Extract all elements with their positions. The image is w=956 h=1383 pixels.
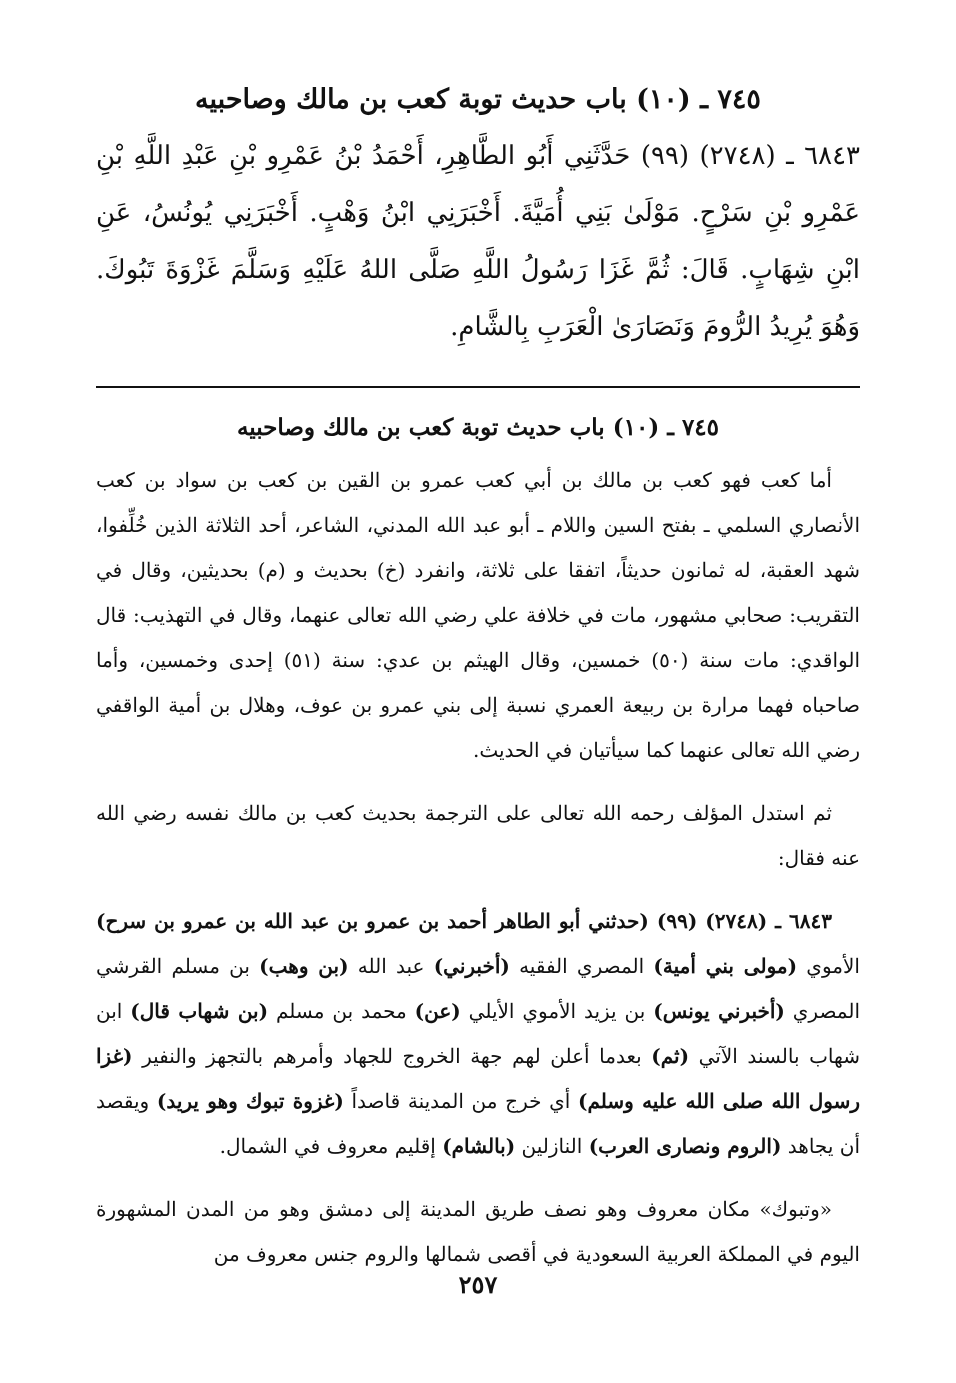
divider-line bbox=[96, 386, 860, 388]
bold-text: ٦٨٤٣ ـ (٢٧٤٨) (٩٩) (حدثني أبو الطاهر أحمد بن عمرو بن عبد الله بن عمرو بن سرح) bbox=[96, 909, 832, 933]
commentary-paragraph-intro: ثم استدل المؤلف رحمه الله تعالى على الترجمة بحديث كعب بن مالك نفسه رضي الله عنه فقال: bbox=[96, 801, 860, 870]
commentary-paragraph-narrator: أما كعب فهو كعب بن مالك بن أبي كعب عمرو بن القين بن كعب بن سواد بن كعب الأنصاري السلمي ـ بفتح السين واللام ـ أبو عبد الله المدني، الشاعر، أحد الثلاثة الذين خُلِّفوا، شهد العقبة، له ثمانون حديثاً، اتفقا على ثلاثة، وانفرد (خ) بحديث و (م) بحديثين، وقال في التقريب: صحابي مشهور، مات في خلافة علي رضي الله تعالى عنهما، وقال في التهذيب: قال الواقدي: مات سنة (٥٠) خمسين، وقال الهيثم بن عدي: سنة (٥١) إحدى وخمسين، وأما صاحباه فهما مرارة بن ربيعة العمري نسبة إلى بني عمرو بن عوف، وهلال بن أمية الواقفي رضي الله تعالى عنهما كما سيأتيان في الحديث. bbox=[96, 468, 860, 762]
bold-text: (بالشام) bbox=[442, 1134, 516, 1158]
plain-text: النازلين bbox=[515, 1134, 589, 1158]
plain-text: إقليم معروف في الشمال. bbox=[219, 1134, 443, 1158]
bold-text: (عن) bbox=[414, 999, 461, 1023]
plain-text: بن يزيد الأموي الأيلي bbox=[460, 999, 654, 1023]
commentary-heading: ٧٤٥ ـ (١٠) باب حديث توبة كعب بن مالك وصاحبيه bbox=[236, 414, 720, 441]
plain-text: محمد بن مسلم bbox=[268, 999, 415, 1023]
plain-text: ابن شهاب بالسند الآتي bbox=[96, 999, 860, 1068]
bold-text: (غزوة تبوك وهو يريد) bbox=[156, 1089, 344, 1113]
bold-text: (أخبرني) bbox=[433, 954, 510, 978]
bold-text: (بن وهب) bbox=[259, 954, 349, 978]
commentary-paragraph-tabuk: «وتبوك» مكان معروف وهو نصف طريق المدينة إلى دمشق وهو من المدن المشهورة اليوم في المملكة العربية السعودية في أقصى شمالها والروم جنس معروف من bbox=[96, 1197, 860, 1266]
bold-text: (أخبرني يونس) bbox=[653, 999, 785, 1023]
bold-text: (بن شهاب قال) bbox=[130, 999, 269, 1023]
plain-text: أي خرج من المدينة قاصداً bbox=[343, 1089, 578, 1113]
chapter-heading: ٧٤٥ ـ (١٠) باب حديث توبة كعب بن مالك وصاحبيه bbox=[195, 84, 761, 115]
bold-text: (الروم ونصارى العرب) bbox=[588, 1134, 782, 1158]
plain-text: عبد الله bbox=[348, 954, 434, 978]
plain-text: بعدما أعلن لهم جهة الخروج للجهاد وأمرهم بالتجهز والنفير bbox=[132, 1044, 652, 1068]
bold-text: (ثم) bbox=[651, 1044, 690, 1068]
commentary-paragraph-chain bbox=[96, 899, 860, 1169]
bold-text: (غزا رسول الله صلى الله عليه وسلم) bbox=[96, 1044, 860, 1113]
plain-text: ويقصد أن يجاهد bbox=[96, 1089, 860, 1158]
bold-text: (مولى بني أمية) bbox=[653, 954, 798, 978]
plain-text: المصري الفقيه bbox=[509, 954, 654, 978]
hadith-text: ٦٨٤٣ ـ (٢٧٤٨) (٩٩) حَدَّثَنِي أَبُو الطَّاهِرِ، أَحْمَدُ بْنُ عَمْرِو بْنِ عَبْدِ اللَّهِ بْنِ عَمْرِو بْنِ سَرْحٍ. مَوْلَىٰ بَنِي أُمَيَّةَ. أَخْبَرَنِي ابْنُ وَهْبٍ. أَخْبَرَنِي يُونُسُ، عَنِ ابْنِ شِهَابٍ. قَالَ: ثُمَّ غَزَا رَسُولُ اللَّهِ صَلَّى اللهُ عَلَيْهِ وَسَلَّمَ غَزْوَةَ تَبُوكَ. وَهُوَ يُرِيدُ الرُّومَ وَنَصَارَىٰ الْعَرَبِ بِالشَّامِ. bbox=[96, 141, 861, 342]
page-number: ٢٥٧ bbox=[458, 1270, 498, 1299]
plain-text: الأموي bbox=[797, 954, 860, 978]
plain-text: بن مسلم القرشي المصري bbox=[96, 954, 861, 1023]
